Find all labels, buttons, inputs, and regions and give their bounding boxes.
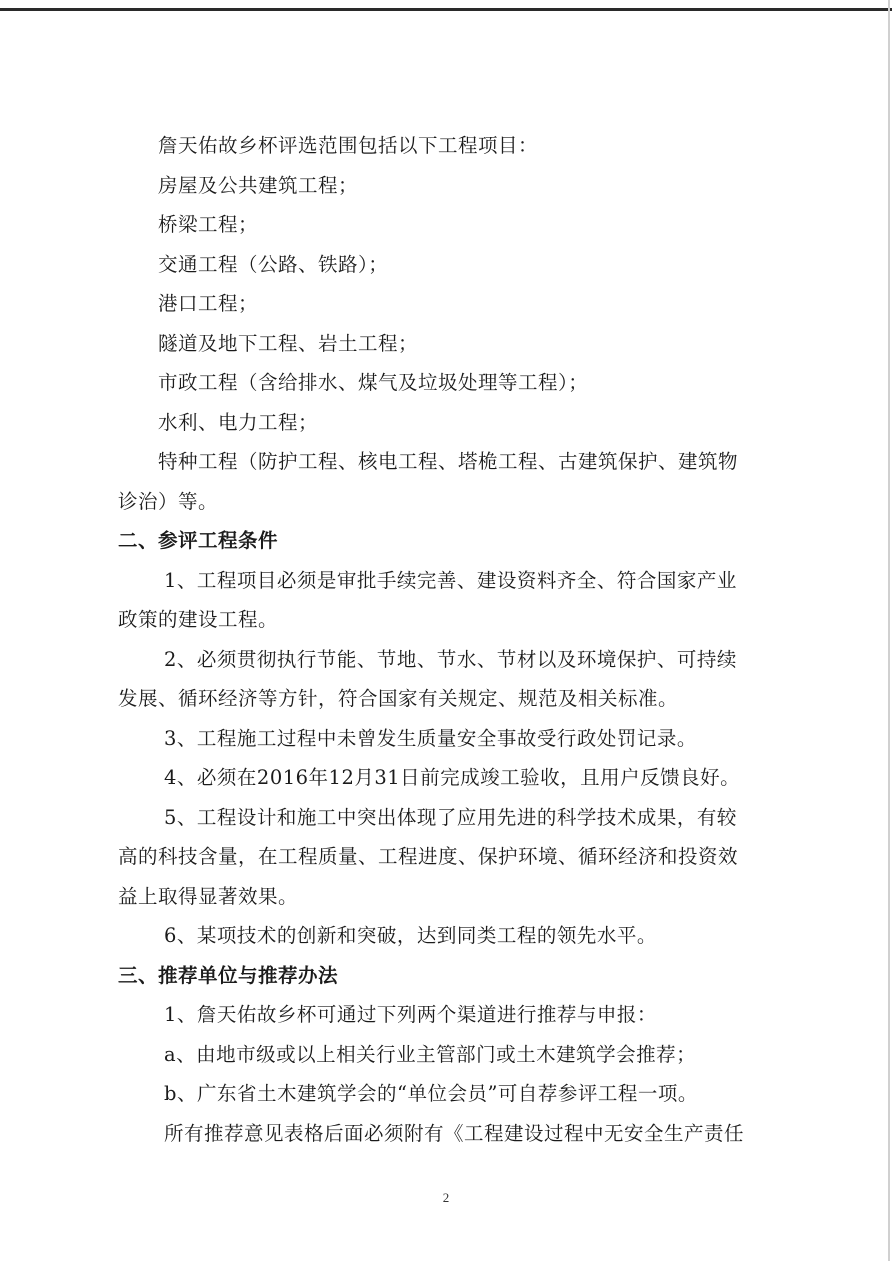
text-line: 特种工程（防护工程、核电工程、塔桅工程、古建筑保护、建筑物 bbox=[158, 450, 739, 473]
section-heading: 二、参评工程条件 bbox=[118, 529, 279, 552]
text-line: 高的科技含量，在工程质量、工程进度、保护环境、循环经济和投资效 bbox=[118, 845, 739, 868]
text-line: 1、詹天佑故乡杯可通过下列两个渠道进行推荐与申报： bbox=[164, 1003, 657, 1026]
text-line: 詹天佑故乡杯评选范围包括以下工程项目： bbox=[158, 134, 539, 157]
text-line: 益上取得显著效果。 bbox=[118, 884, 299, 908]
text-line: 水利、电力工程； bbox=[158, 410, 319, 434]
text-line: 1、工程项目必须是审批手续完善、建设资料齐全、符合国家产业 bbox=[164, 568, 737, 592]
text-line: 港口工程； bbox=[158, 292, 259, 315]
text-line: 5、工程设计和施工中突出体现了应用先进的科学技术成果，有较 bbox=[164, 805, 737, 829]
text-line: 2、必须贯彻执行节能、节地、节水、节材以及环境保护、可持续 bbox=[164, 647, 737, 671]
scan-right-edge bbox=[888, 0, 890, 1261]
text-line: 桥梁工程； bbox=[158, 213, 259, 236]
text-line: 发展、循环经济等方针，符合国家有关规定、规范及相关标准。 bbox=[118, 687, 679, 710]
text-line: 政策的建设工程。 bbox=[118, 608, 279, 631]
text-line: b、广东省土木建筑学会的“单位会员”可自荐参评工程一项。 bbox=[164, 1082, 698, 1105]
text-line: 4、必须在2016年12月31日前完成竣工验收，且用户反馈良好。 bbox=[164, 766, 741, 789]
text-line: 交通工程（公路、铁路）； bbox=[158, 252, 389, 276]
text-line: 房屋及公共建筑工程； bbox=[158, 173, 359, 197]
text-line: 所有推荐意见表格后面必须附有《工程建设过程中无安全生产责任 bbox=[164, 1121, 745, 1145]
scan-top-edge bbox=[0, 8, 892, 11]
page-number: 2 bbox=[442, 1190, 450, 1205]
text-line: 隧道及地下工程、岩土工程； bbox=[158, 331, 419, 355]
text-line: a、由地市级或以上相关行业主管部门或土木建筑学会推荐； bbox=[164, 1042, 697, 1066]
section-heading: 三、推荐单位与推荐办法 bbox=[118, 963, 339, 987]
text-line: 3、工程施工过程中未曾发生质量安全事故受行政处罚记录。 bbox=[164, 726, 697, 750]
document-body bbox=[118, 126, 778, 1153]
text-line: 6、某项技术的创新和突破，达到同类工程的领先水平。 bbox=[164, 924, 657, 947]
text-line: 诊治）等。 bbox=[118, 489, 219, 513]
text-line: 市政工程（含给排水、煤气及垃圾处理等工程）； bbox=[158, 371, 589, 394]
